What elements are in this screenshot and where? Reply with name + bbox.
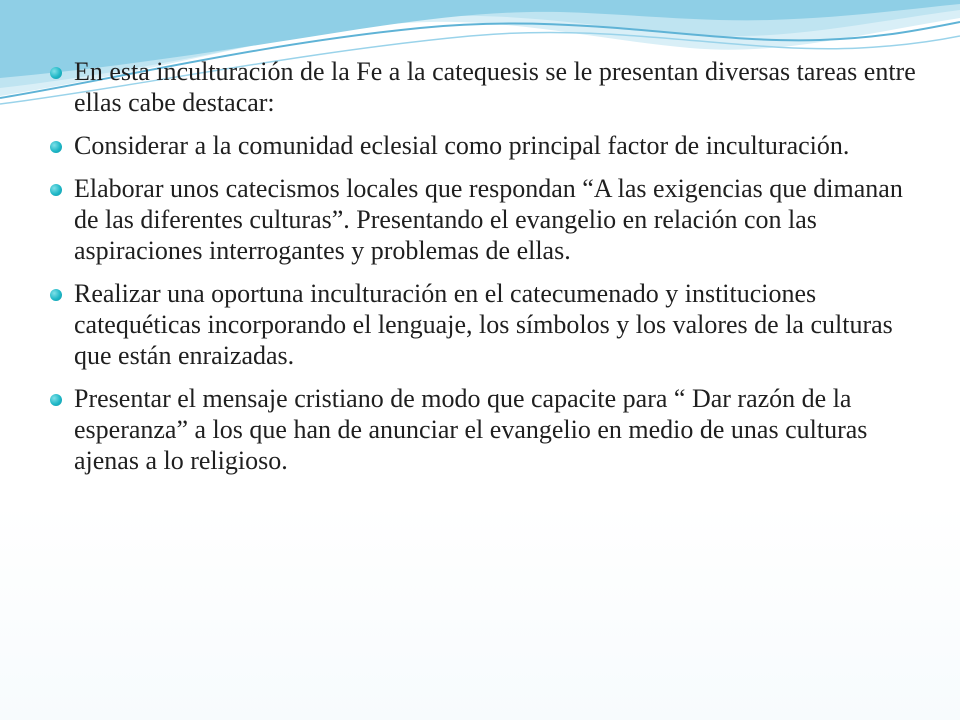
bullet-item: [44, 173, 924, 266]
bullet-text: Presentar el mensaje cristiano de modo que capacite para “ Dar razón de la esperanza” a los que han de anunciar el evangelio en medio de unas culturas ajenas a lo religioso.: [74, 384, 868, 475]
bullet-text: En esta inculturación de la Fe a la catequesis se le presentan diversas tareas entre ellas cabe destacar:: [74, 57, 916, 117]
bullet-text: Realizar una oportuna inculturación en el catecumenado y instituciones catequéticas incorporando el lenguaje, los símbolos y los valores de la culturas que están enraizadas.: [74, 279, 893, 370]
bullet-dot-icon: [50, 67, 62, 79]
content-area: [44, 56, 924, 488]
bullet-list: [44, 56, 924, 476]
bullet-text: Considerar a la comunidad eclesial como principal factor de inculturación.: [74, 131, 850, 160]
bullet-item: [44, 56, 924, 118]
bullet-item: [44, 278, 924, 371]
bullet-item: [44, 130, 924, 161]
bullet-dot-icon: [50, 141, 62, 153]
bullet-text: Elaborar unos catecismos locales que respondan “A las exigencias que dimanan de las diferentes culturas”. Presentando el evangelio en relación con las aspiraciones interrogantes y problemas de ellas.: [74, 174, 903, 265]
bullet-dot-icon: [50, 394, 62, 406]
bullet-dot-icon: [50, 289, 62, 301]
bullet-dot-icon: [50, 184, 62, 196]
bullet-item: [44, 383, 924, 476]
